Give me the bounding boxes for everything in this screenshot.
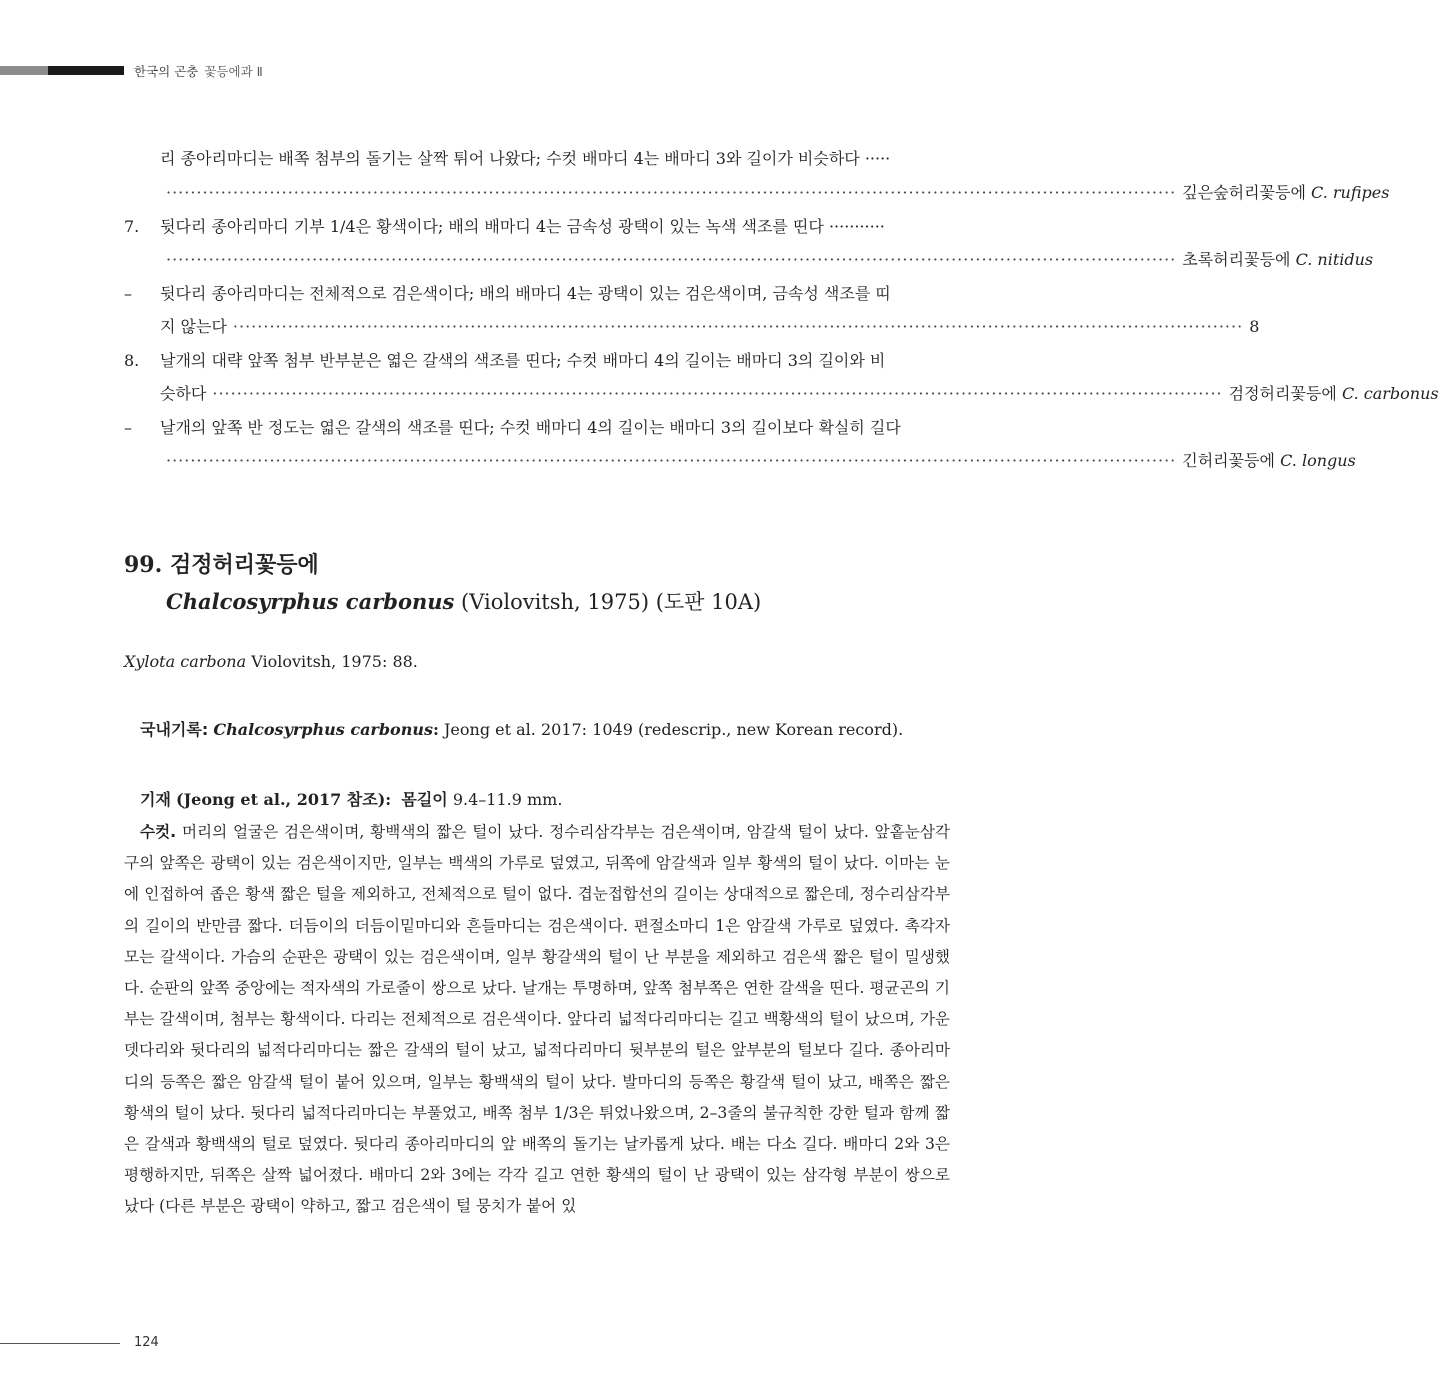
key-couplet-7-marker: 7.: [124, 217, 140, 236]
record-species: Chalcosyrphus carbonus: [213, 720, 433, 739]
male-description-text: 머리의 얼굴은 검은색이며, 황백색의 짧은 털이 났다. 정수리삼각부는 검은색이며, 암갈색 털이 났다. 앞홑눈삼각구의 앞쪽은 광택이 있는 검은색이지만, 일부는 백색의 가루로 덮였고, 뒤쪽에 암갈색과 일부 황색의 털이 났다. 이마는 눈에 인접하여 좁은 황색 짧은 털을 제외하고, 전체적으로 털이 없다. 겹눈접합선의 길이는 상대적으로 짧은데, 정수리삼각부의 길이의 반만큼 짧다. 더듬이의 더듬이밑마디와 흔들마디는 검은색이다. 편절소마디 1은 암갈색 가루로 덮였다. 촉각자모는 갈색이다. 가슴의 순판은 광택이 있는 검은색이며, 일부 황갈색의 털이 난 부분을 제외하고 검은색 짧은 털이 밀생했다. 순판의 앞쪽 중앙에는 적자색의 가로줄이 쌍으로 났다. 날개는 투명하며, 앞쪽 첨부쪽은 연한 갈색을 띤다. 평균곤의 기부는 갈색이며, 첨부는 황색이다. 다리는 전체적으로 검은색이다. 앞다리 넓적다리마디는 길고 백황색의 털이 났으며, 가운뎃다리와 뒷다리의 넓적다리마디는 짧은 갈색의 털이 났고, 넓적다리마디 뒷부분의 털은 앞부분의 털보다 길다. 종아리마디의 등쪽은 짧은 암갈색 털이 붙어 있으며, 일부는 황백색의 털이 났다. 발마디의 등쪽은 황갈색 털이 났고, 배쪽은 짧은 황색의 털이 났다. 뒷다리 넓적다리마디는 부풀었고, 배쪽 첨부 1/3은 튀었나왔으며, 2–3줄의 불규칙한 강한 털과 함께 짧은 갈색과 황백색의 털로 덮였다. 뒷다리 종아리마디의 앞 배쪽의 돌기는 날카롭게 났다. 배는 다소 길다. 배마디 2와 3은 평행하지만, 뒤쪽은 살짝 넓어졌다. 배마디 2와 3에는 각각 길고 연한 황색의 털이 난 광택이 있는 삼각형 부분이 쌍으로 났다 (다른 부분은 광택이 약하고, 짧고 검은색이 털 뭉치가 붙어 있: [124, 823, 950, 1216]
key-couplet-8b-text: 날개의 앞쪽 반 정도는 엷은 갈색의 색조를 띤다; 수컷 배마디 4의 길이는 배마디 3의 길이보다 확실히 길다: [160, 418, 901, 437]
leader-dots: ······································································································································································: [212, 384, 1223, 403]
result-scientific: C. rufipes: [1311, 183, 1390, 202]
running-header: [134, 62, 263, 80]
species-number: 99.: [124, 552, 163, 578]
male-description: [124, 817, 950, 1223]
leader-dots: ······································································································································································: [166, 250, 1177, 269]
header-bar-black: [48, 66, 124, 75]
synonym-name: Xylota carbona: [124, 652, 247, 671]
species-heading: [124, 548, 319, 579]
result-korean: 긴허리꽃등에: [1182, 451, 1276, 470]
description-label: 기재: [140, 790, 171, 809]
key-couplet-8-result: [160, 383, 1439, 405]
page-number: 124: [134, 1335, 159, 1350]
species-scientific-heading: [166, 586, 761, 616]
synonym-ref: Violovitsh, 1975: 88.: [251, 652, 418, 671]
result-korean: 초록허리꽃등에: [1182, 250, 1291, 269]
result-scientific: C. nitidus: [1295, 250, 1374, 269]
key-couplet-8b-marker: –: [124, 418, 132, 437]
leader-dots: ······································································································································································: [166, 451, 1177, 470]
leader-dots: ······································································································································································: [232, 317, 1244, 336]
body-length-value: 9.4–11.9 mm.: [452, 790, 563, 809]
record-label: 국내기록:: [140, 720, 209, 739]
result-korean: 검정허리꽃등에: [1228, 384, 1337, 403]
header-bar-grey: [0, 66, 48, 75]
key-couplet-7b-text2: 지 않는다: [160, 317, 227, 336]
result-couplet-ref: 8: [1249, 317, 1260, 336]
footer-rule: [0, 1343, 120, 1344]
key-couplet-8b-result: [160, 450, 1356, 472]
record-ref: Jeong et al. 2017: 1049 (redescrip., new Korean record).: [444, 720, 904, 739]
key-couplet-8-marker: 8.: [124, 351, 140, 370]
book-title: 한국의 곤충: [134, 64, 199, 79]
record-colon: :: [433, 720, 439, 739]
key-couplet-7-text: 뒷다리 종아리마디 기부 1/4은 황색이다; 배의 배마디 4는 금속성 광택이 있는 녹색 색조를 띤다 ···········: [160, 217, 885, 236]
volume-title: 꽃등에과 Ⅱ: [204, 64, 263, 79]
body-length-label: 몸길이: [401, 790, 448, 809]
description-ref: (Jeong et al., 2017 참조):: [176, 790, 392, 809]
key-couplet-6b-result: [160, 182, 1390, 204]
key-couplet-6b-text: 리 종아리마디는 배쪽 첨부의 돌기는 살짝 튀어 나왔다; 수컷 배마디 4는 배마디 3와 길이가 비슷하다 ·····: [160, 149, 891, 168]
species-scientific-name: Chalcosyrphus carbonus: [166, 589, 455, 614]
result-korean: 깊은숲허리꽃등에: [1182, 183, 1306, 202]
key-couplet-8-text2: 슷하다: [160, 384, 207, 403]
male-label: 수컷.: [140, 823, 177, 841]
description-heading: [140, 787, 562, 810]
key-couplet-7b-result: [160, 316, 1260, 338]
key-couplet-7b-marker: –: [124, 284, 132, 303]
korean-record-line: [140, 717, 903, 740]
key-couplet-8-text: 날개의 대략 앞쪽 첨부 반부분은 엷은 갈색의 색조를 띤다; 수컷 배마디 4의 길이는 배마디 3의 길이와 비: [160, 351, 886, 370]
key-couplet-7b-text: 뒷다리 종아리마디는 전체적으로 검은색이다; 배의 배마디 4는 광택이 있는 검은색이며, 금속성 색조를 띠: [160, 284, 891, 303]
leader-dots: ······································································································································································: [166, 183, 1177, 202]
result-scientific: C. carbonus: [1341, 384, 1439, 403]
key-couplet-7-result: [160, 249, 1374, 271]
species-authority: (Violovitsh, 1975) (도판 10A): [461, 590, 762, 614]
synonym-line: [124, 652, 418, 671]
result-scientific: C. longus: [1280, 451, 1356, 470]
species-korean-name: 검정허리꽃등에: [169, 553, 319, 578]
